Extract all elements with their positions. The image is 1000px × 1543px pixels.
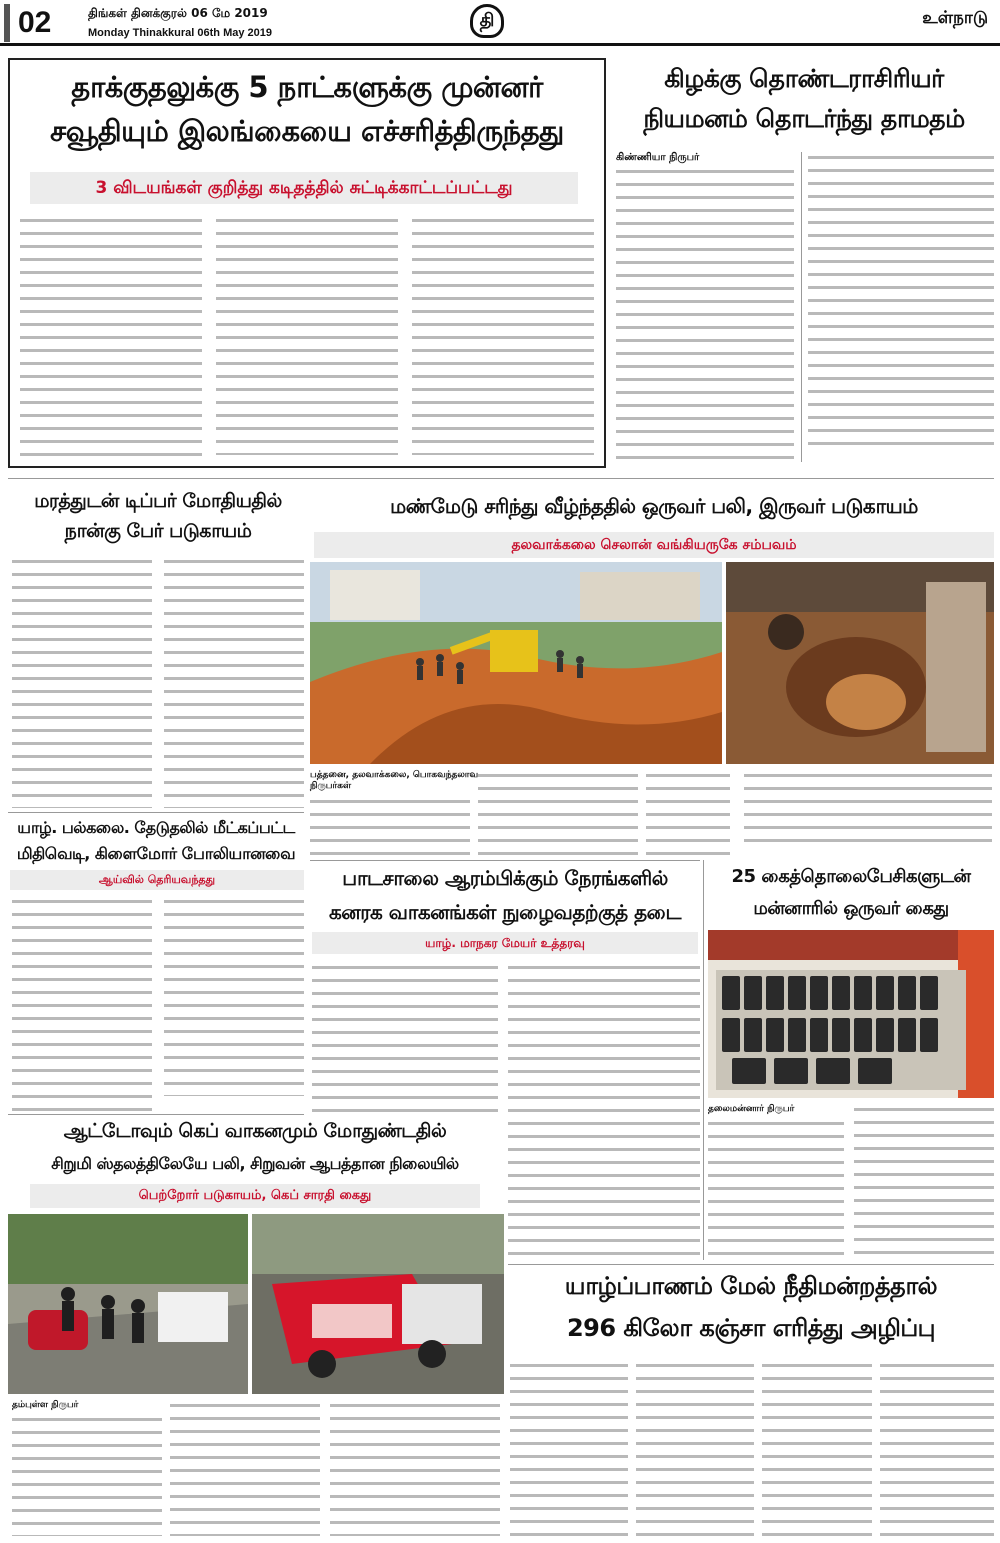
landslide-text-col-1 xyxy=(310,796,470,856)
jaffna-search-text-col-1 xyxy=(12,896,152,1116)
section-rule xyxy=(310,860,700,861)
accident-photo-1 xyxy=(8,1214,248,1394)
jaffna-search-text-col-2 xyxy=(164,896,304,1096)
section-rule xyxy=(8,1114,304,1115)
page-number: 02 xyxy=(18,6,52,39)
auto-byline: தம்புள்ள நிருபர் xyxy=(12,1400,79,1410)
auto-text-col-2 xyxy=(170,1400,320,1536)
section-rule xyxy=(8,478,994,479)
school-headline-line1: பாடசாலை ஆரம்பிக்கும் நேரங்களில் xyxy=(342,866,668,890)
column-rule xyxy=(801,152,802,462)
teacher-headline-line1: கிழக்கு தொண்டராசிரியர் xyxy=(664,64,944,93)
section-rule xyxy=(8,812,304,813)
landslide-photo-1 xyxy=(310,562,722,764)
school-text-col-2 xyxy=(508,962,700,1258)
section-rule xyxy=(508,1264,994,1265)
jaffna-search-subhead: ஆய்வில் தெரியவந்தது xyxy=(10,870,304,890)
teacher-headline-line2: நியமனம் தொடர்ந்து தாமதம் xyxy=(643,104,965,133)
mannar-phones-photo xyxy=(708,930,994,1098)
landslide-byline: பத்தனை, தலவாக்கலை, பொகவந்தலாவ நிருபர்கள் xyxy=(310,770,479,791)
ganja-text-col-3 xyxy=(762,1360,872,1536)
ganja-headline-line1: யாழ்ப்பாணம் மேல் நீதிமன்றத்தால் xyxy=(564,1272,938,1300)
teacher-byline: கிண்ணியா நிருபர் xyxy=(616,152,700,163)
tipper-text-col-1 xyxy=(12,556,152,808)
mannar-byline: தலைமன்னார் நிருபர் xyxy=(708,1104,795,1114)
ganja-text-col-1 xyxy=(510,1360,628,1536)
ganja-text-col-2 xyxy=(636,1360,754,1536)
tipper-text-col-2 xyxy=(164,556,304,808)
school-text-col-1 xyxy=(312,962,498,1114)
mannar-text-col-1 xyxy=(708,1118,844,1258)
saudi-text-col-3 xyxy=(412,215,594,455)
landslide-text-col-2 xyxy=(478,770,638,856)
auto-text-col-1 xyxy=(12,1414,162,1536)
date-tamil: திங்கள் தினக்குரல் 06 மே 2019 xyxy=(88,6,268,20)
saudi-headline-line2: சவூதியும் இலங்கையை எச்சரித்திருந்தது xyxy=(50,114,564,148)
landslide-headline: மண்மேடு சரிந்து வீழ்ந்ததில் ஒருவர் பலி, இருவர் படுகாயம் xyxy=(390,494,918,518)
teacher-text-col-1 xyxy=(616,166,794,466)
jaffna-search-headline-line2: மிதிவெடி, கிளைமோர் போலியானவை xyxy=(16,844,296,863)
landslide-photo-2 xyxy=(726,562,994,764)
tipper-headline-line2: நான்கு பேர் படுகாயம் xyxy=(64,520,252,542)
page-number-bar xyxy=(4,4,10,42)
mannar-text-col-2 xyxy=(854,1104,994,1258)
ganja-headline-line2: 296 கிலோ கஞ்சா எரித்து அழிப்பு xyxy=(566,1314,936,1342)
landslide-text-col-4 xyxy=(744,770,992,848)
section-title: உள்நாடு xyxy=(922,8,988,28)
auto-headline-line1: ஆட்டோவும் கெப் வாகனமும் மோதுண்டதில் xyxy=(63,1120,447,1142)
mannar-headline-line2: மன்னாரில் ஒருவர் கைது xyxy=(753,898,949,919)
auto-subhead: பெற்றோர் படுகாயம், கெப் சாரதி கைது xyxy=(30,1184,480,1208)
landslide-text-col-3 xyxy=(646,770,730,856)
tipper-headline-line1: மரத்துடன் டிப்பர் மோதியதில் xyxy=(34,490,282,512)
newspaper-logo: தி xyxy=(470,4,504,38)
saudi-text-col-1 xyxy=(20,215,202,460)
jaffna-search-headline-line1: யாழ். பல்கலை. தேடுதலில் மீட்கப்பட்ட xyxy=(17,818,295,837)
saudi-headline-line1: தாக்குதலுக்கு 5 நாட்களுக்கு முன்னர் xyxy=(71,70,543,104)
column-rule xyxy=(703,860,704,1260)
saudi-text-col-2 xyxy=(216,215,398,455)
accident-photo-2 xyxy=(252,1214,504,1394)
auto-headline-line2: சிறுமி ஸ்தலத்திலேயே பலி, சிறுவன் ஆபத்தான நிலையில் xyxy=(51,1154,459,1173)
school-subhead: யாழ். மாநகர மேயர் உத்தரவு xyxy=(312,932,698,954)
saudi-subhead: 3 விடயங்கள் குறித்து கடிதத்தில் சுட்டிக்காட்டப்பட்டது xyxy=(30,172,578,204)
school-headline-line2: கனரக வாகனங்கள் நுழைவதற்குத் தடை xyxy=(329,900,681,924)
teacher-text-col-2 xyxy=(808,152,994,452)
date-english: Monday Thinakkural 06th May 2019 xyxy=(88,27,273,39)
landslide-subhead: தலவாக்கலை செலான் வங்கியருகே சம்பவம் xyxy=(314,532,994,558)
ganja-text-col-4 xyxy=(880,1360,994,1536)
auto-text-col-3 xyxy=(330,1400,500,1536)
mannar-headline-line1: 25 கைத்தொலைபேசிகளுடன் xyxy=(731,866,971,887)
